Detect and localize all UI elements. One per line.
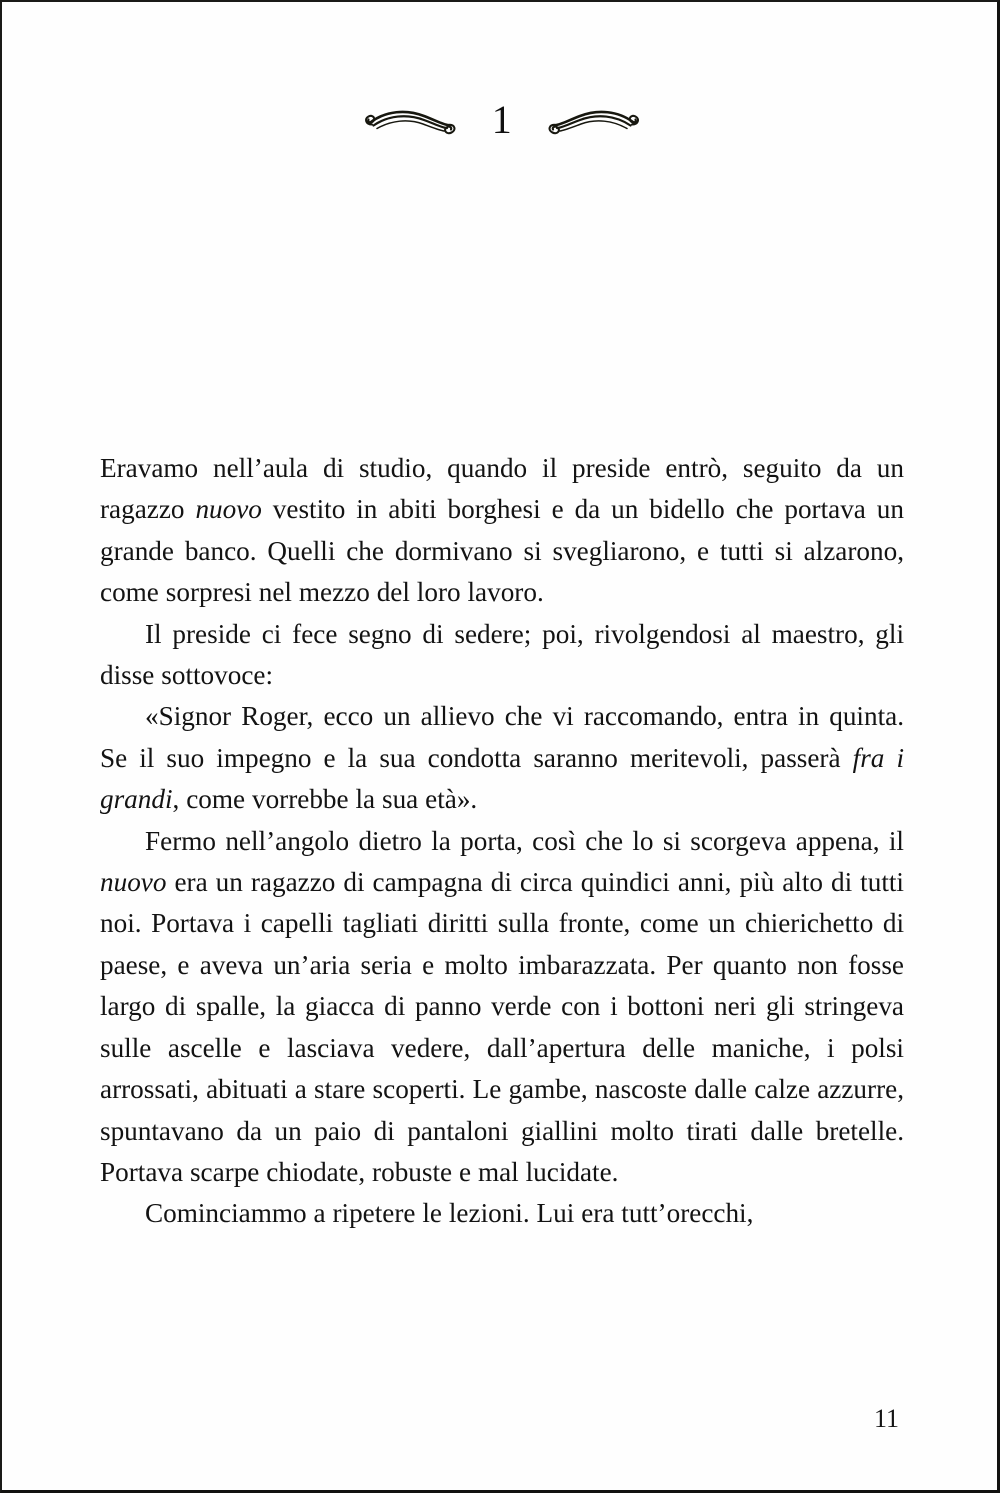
text-run: Fermo nell’angolo dietro la porta, così che lo si scorgeva appena, il [145,825,904,856]
paragraph [100,696,904,820]
flourish-ornament-left-icon [362,105,458,139]
text-run: Eravamo nell’aula di studio, quando il preside entrò, seguito da un ragazzo [100,453,904,525]
chapter-heading [2,90,1000,154]
text-run: , come vorrebbe la sua età». [172,784,478,815]
paragraph [100,448,904,614]
emphasis-run: fra i grandi [100,742,904,815]
page-number: 11 [873,1404,899,1433]
paragraph [100,1193,904,1234]
text-run: vestito in abiti borghesi e da un bidello che portava un grande banco. Quelli che dormivano si svegliarono, e tutti si alzarono, come sorpresi nel mezzo del loro lavoro. [100,494,904,608]
text-run: era un ragazzo di campagna di circa quindici anni, più alto di tutti noi. Portava i capelli tagliati diritti sulla fronte, come un chierichetto di paese, e aveva un’aria seria e molto imbarazzata. Per quanto non fosse largo di spalle, la giacca di panno verde con i bottoni neri gli stringeva sulle ascelle e lasciava vedere, dall’apertura delle maniche, i polsi arrossati, abituati a stare scoperti. Le gambe, nascoste dalle calze azzurre, spuntavano da un paio di pantaloni giallini molto tirati dalle bretelle. Portava scarpe chiodate, robuste e mal lucidate. [100,867,904,1187]
body-text-block [100,448,904,1235]
emphasis-run: nuovo [100,867,167,898]
flourish-ornament-right-icon [546,105,642,139]
paragraph [100,614,904,697]
text-run: Il preside ci fece segno di sedere; poi, rivolgendosi al maestro, gli disse sottovoce: [100,618,904,691]
emphasis-run: nuovo [195,494,262,525]
text-run: «Signor Roger, ecco un allievo che vi raccomando, entra in quinta. Se il suo impegno e la sua condotta saranno meritevoli, passerà [100,701,904,773]
paragraph [100,821,904,1194]
text-run: Cominciammo a ripetere le lezioni. Lui era tutt’orecchi, [145,1198,754,1229]
chapter-number: 1 [491,97,513,142]
